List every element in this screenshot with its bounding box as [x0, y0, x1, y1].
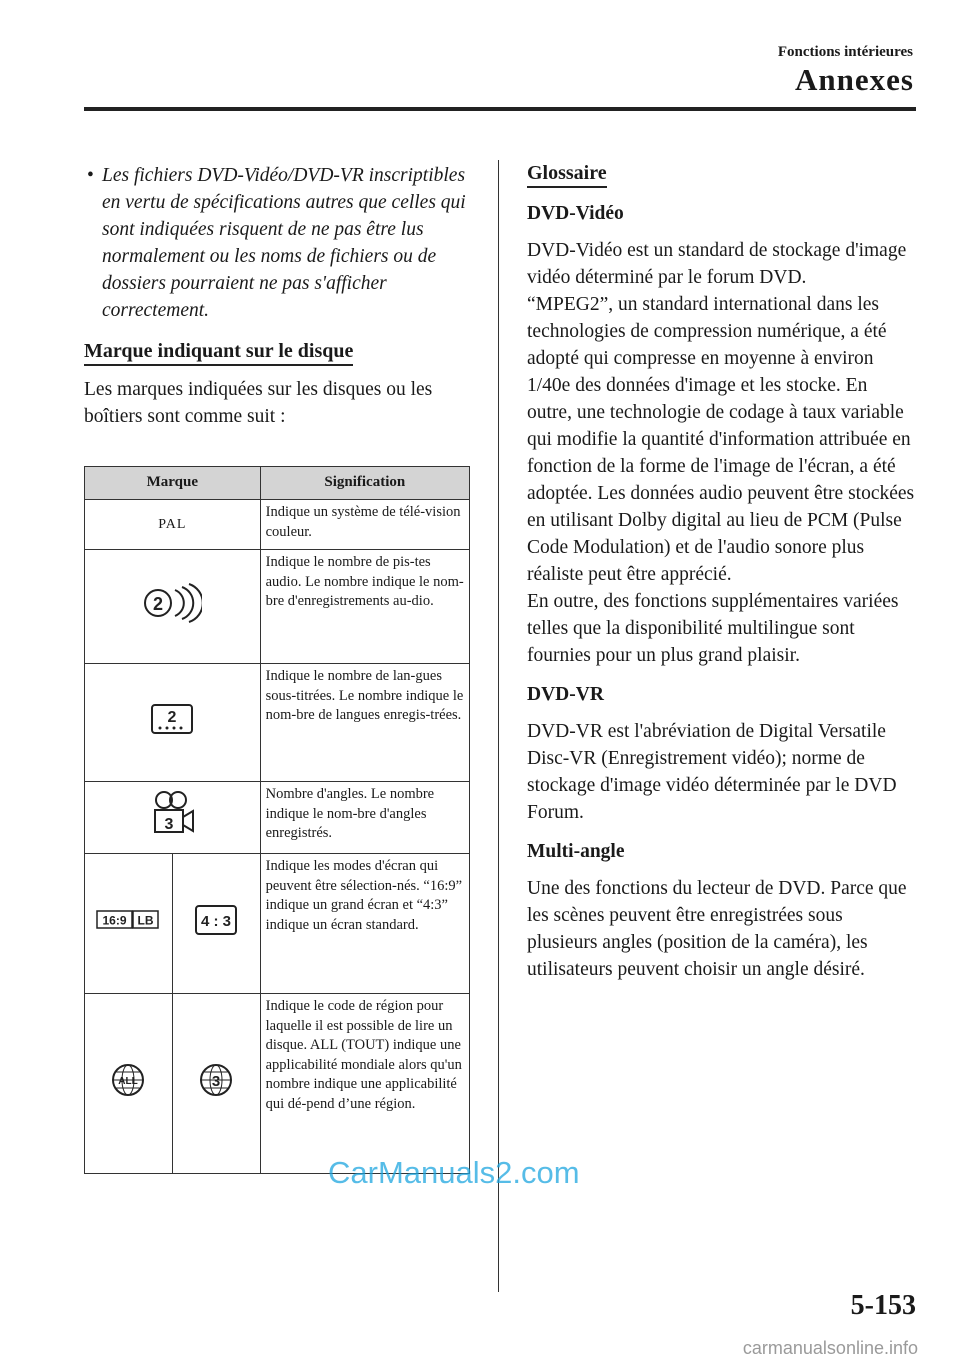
- meaning-cell: Indique le code de région pour laquelle il est possible de lire un disque. ALL (TOUT) indique une applicabilité mondiale alors qu'un nombre indique une applicabilité qui dé-pend d’une région.: [260, 994, 469, 1174]
- right-column: [527, 160, 917, 983]
- meaning-cell: Indique le nombre de lan-gues sous-titrées. Le nombre indique le nom-bre de langues enregis-trées.: [260, 664, 469, 782]
- region-number-label: 3: [212, 1073, 221, 1091]
- watermark-corner: carmanualsonline.info: [742, 1338, 918, 1358]
- mark-cell-region-number: [172, 994, 260, 1174]
- header-rule: [84, 107, 916, 111]
- region-all-globe-icon: [110, 1062, 146, 1098]
- bullet-dot: •: [87, 165, 94, 186]
- definition-dvd-vr: DVD-VR est l'abréviation de Digital Versatile Disc-VR (Enregistrement vidéo); norme de stockage d'image vidéo déterminée par le DVD Forum.: [527, 721, 897, 823]
- mark-cell: [85, 550, 261, 664]
- table-header-row: [85, 467, 470, 500]
- definition-multi-angle: Une des fonctions du lecteur de DVD. Parce que les scènes peuvent être enregistrées sous plusieurs angles (position de la caméra), les utilisateurs peuvent choisir un angle désiré.: [527, 878, 907, 980]
- glossary-title: Glossaire: [527, 160, 607, 188]
- mark-cell: [85, 500, 261, 550]
- disc-marks-table: [84, 466, 470, 1174]
- bullet-note: [84, 162, 474, 324]
- table-row: [85, 664, 470, 782]
- column-divider: [498, 160, 499, 1292]
- page-number: 5-153: [850, 1290, 916, 1321]
- watermark-center: CarManuals2.com: [328, 1155, 580, 1190]
- angles-number: 3: [164, 816, 174, 834]
- audio-tracks-icon: [142, 583, 202, 623]
- definition-paragraph: DVD-Vidéo est un standard de stockage d'image vidéo déterminé par le forum DVD.: [527, 240, 907, 288]
- definition-dvd-video: [527, 237, 917, 669]
- term-dvd-video: DVD-Vidéo: [527, 203, 624, 224]
- region-all-label: ALL: [118, 1076, 139, 1088]
- bullet-text: Les fichiers DVD-Vidéo/DVD-VR inscriptibles en vertu de spécifications autres que celles qui sont indiquées risquent de ne pas être lus normalement ou les noms de fichiers ou de dossiers pourraient ne pas s'afficher correctement.: [102, 165, 466, 321]
- widescreen-label: 16:9: [102, 913, 127, 928]
- intro-paragraph: Les marques indiquées sur les disques ou les boîtiers sont comme suit :: [84, 379, 433, 427]
- table-row: [85, 500, 470, 550]
- meaning-cell: Indique les modes d'écran qui peuvent être sélection-nés. “16:9” indique un grand écran et “4:3” indique un écran standard.: [260, 854, 469, 994]
- mark-cell: [85, 782, 261, 854]
- table-row: [85, 994, 470, 1174]
- left-column: [84, 162, 474, 430]
- definition-paragraph: “MPEG2”, un standard international dans les technologies de compression numérique, a été adopté qui compresse en moyenne à environ 1/40e des données d'image et les stocke. En outre, une technologie de codage à taux variable qui modifie la quantité d'information attribuée en fonction de la forme de l'image de l'écran, a été adoptée. Les données audio peuvent être stockées en utilisant Dolby digital au lieu de PCM (Pulse Code Modulation) et de l'audio sonore plus réaliste peut être apprécié.: [527, 294, 915, 585]
- table-row: [85, 782, 470, 854]
- col-header-meaning: Signification: [260, 467, 469, 500]
- audio-tracks-number: 2: [153, 594, 164, 615]
- mark-cell-widescreen: [85, 854, 173, 994]
- running-header-title: Annexes: [795, 62, 914, 97]
- meaning-cell: Indique le nombre de pis-tes audio. Le nombre indique le nom-bre d'enregistrements au-dio.: [260, 550, 469, 664]
- pal-mark: PAL: [158, 516, 187, 532]
- term-dvd-vr: DVD-VR: [527, 684, 604, 705]
- standard-screen-label: 4 : 3: [201, 913, 232, 931]
- mark-cell-region-all: [85, 994, 173, 1174]
- meaning-cell: Indique un système de télé-vision couleur.: [260, 500, 469, 550]
- widescreen-lb-icon: [96, 909, 160, 931]
- definition-paragraph: En outre, des fonctions supplémentaires variées telles que la disponibilité multilingue sont fournies pour un plus grand plaisir.: [527, 591, 899, 666]
- term-multi-angle: Multi-angle: [527, 841, 625, 862]
- standard-screen-icon: [193, 904, 239, 936]
- section-title: Marque indiquant sur le disque: [84, 339, 353, 366]
- region-number-globe-icon: [198, 1062, 234, 1098]
- table-row: [85, 550, 470, 664]
- mark-cell-standard: [172, 854, 260, 994]
- mark-cell: [85, 664, 261, 782]
- subtitles-number: 2: [167, 709, 177, 727]
- table-row: [85, 854, 470, 994]
- subtitles-icon: [149, 700, 195, 738]
- running-header-section: Fonctions intérieures: [777, 44, 913, 60]
- meaning-cell: Nombre d'angles. Le nombre indique le nom-bre d'angles enregistrés.: [260, 782, 469, 854]
- letterbox-label: LB: [137, 913, 154, 928]
- col-header-mark: Marque: [85, 467, 261, 500]
- camera-angles-icon: [147, 790, 197, 838]
